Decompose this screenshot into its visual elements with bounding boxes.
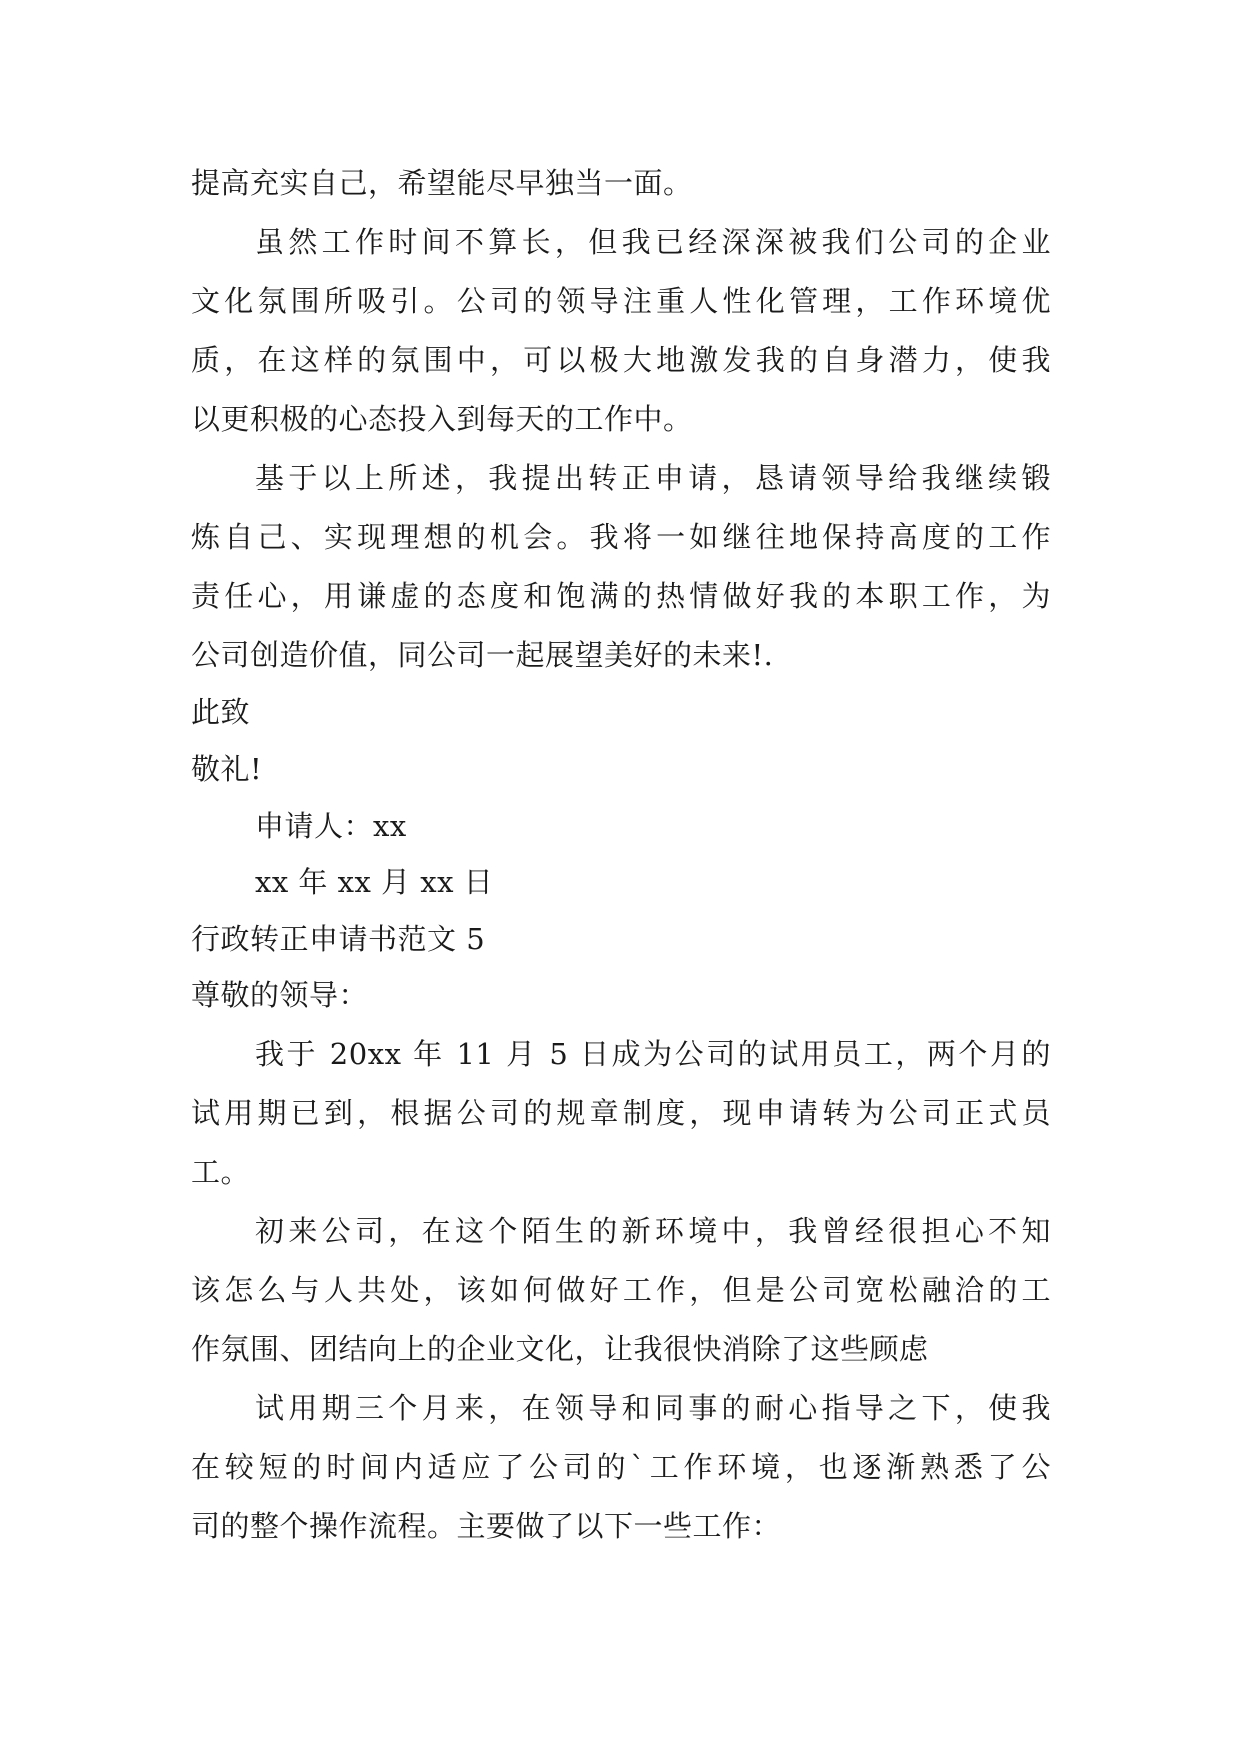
text-line: 虽然工作时间不算长，但我已经深深被我们公司的企业 <box>255 225 1051 259</box>
text-line: 试用期三个月来，在领导和同事的耐心指导之下，使我 <box>255 1391 1051 1425</box>
closing-salutation: 敬礼! <box>191 752 263 786</box>
text-line: 作氛围、团结向上的企业文化，让我很快消除了这些顾虑 <box>191 1332 929 1366</box>
text-line: 在较短的时间内适应了公司的`工作环境，也逐渐熟悉了公 <box>191 1450 1051 1484</box>
text-line: 该怎么与人共处，该如何做好工作，但是公司宽松融洽的工 <box>191 1273 1051 1307</box>
text-line: 炼自己、实现理想的机会。我将一如继往地保持高度的工作 <box>191 520 1051 554</box>
text-line: 试用期已到，根据公司的规章制度，现申请转为公司正式员 <box>191 1096 1051 1130</box>
text-line: 以更积极的心态投入到每天的工作中。 <box>191 402 693 436</box>
text-line: 初来公司，在这个陌生的新环境中，我曾经很担心不知 <box>255 1214 1051 1248</box>
closing-line: 此致 <box>191 695 251 729</box>
text-line: 质，在这样的氛围中，可以极大地激发我的自身潜力，使我 <box>191 343 1051 377</box>
text-line: 责任心，用谦虚的态度和饱满的热情做好我的本职工作，为 <box>191 579 1051 613</box>
section-title: 行政转正申请书范文 5 <box>191 922 486 956</box>
text-line: 文化氛围所吸引。公司的领导注重人性化管理，工作环境优 <box>191 284 1051 318</box>
date-line: xx 年 xx 月 xx 日 <box>255 865 494 899</box>
greeting: 尊敬的领导： <box>191 978 369 1012</box>
text-line: 司的整个操作流程。主要做了以下一些工作： <box>191 1509 782 1543</box>
applicant-signature: 申请人：xx <box>255 809 407 843</box>
text-line: 基于以上所述，我提出转正申请，恳请领导给我继续锻 <box>255 461 1051 495</box>
text-line: 公司创造价值，同公司一起展望美好的未来!. <box>191 638 774 672</box>
text-line: 提高充实自己，希望能尽早独当一面。 <box>191 166 693 200</box>
text-line: 我于 20xx 年 11 月 5 日成为公司的试用员工，两个月的 <box>255 1037 1051 1071</box>
text-line: 工。 <box>191 1155 251 1189</box>
